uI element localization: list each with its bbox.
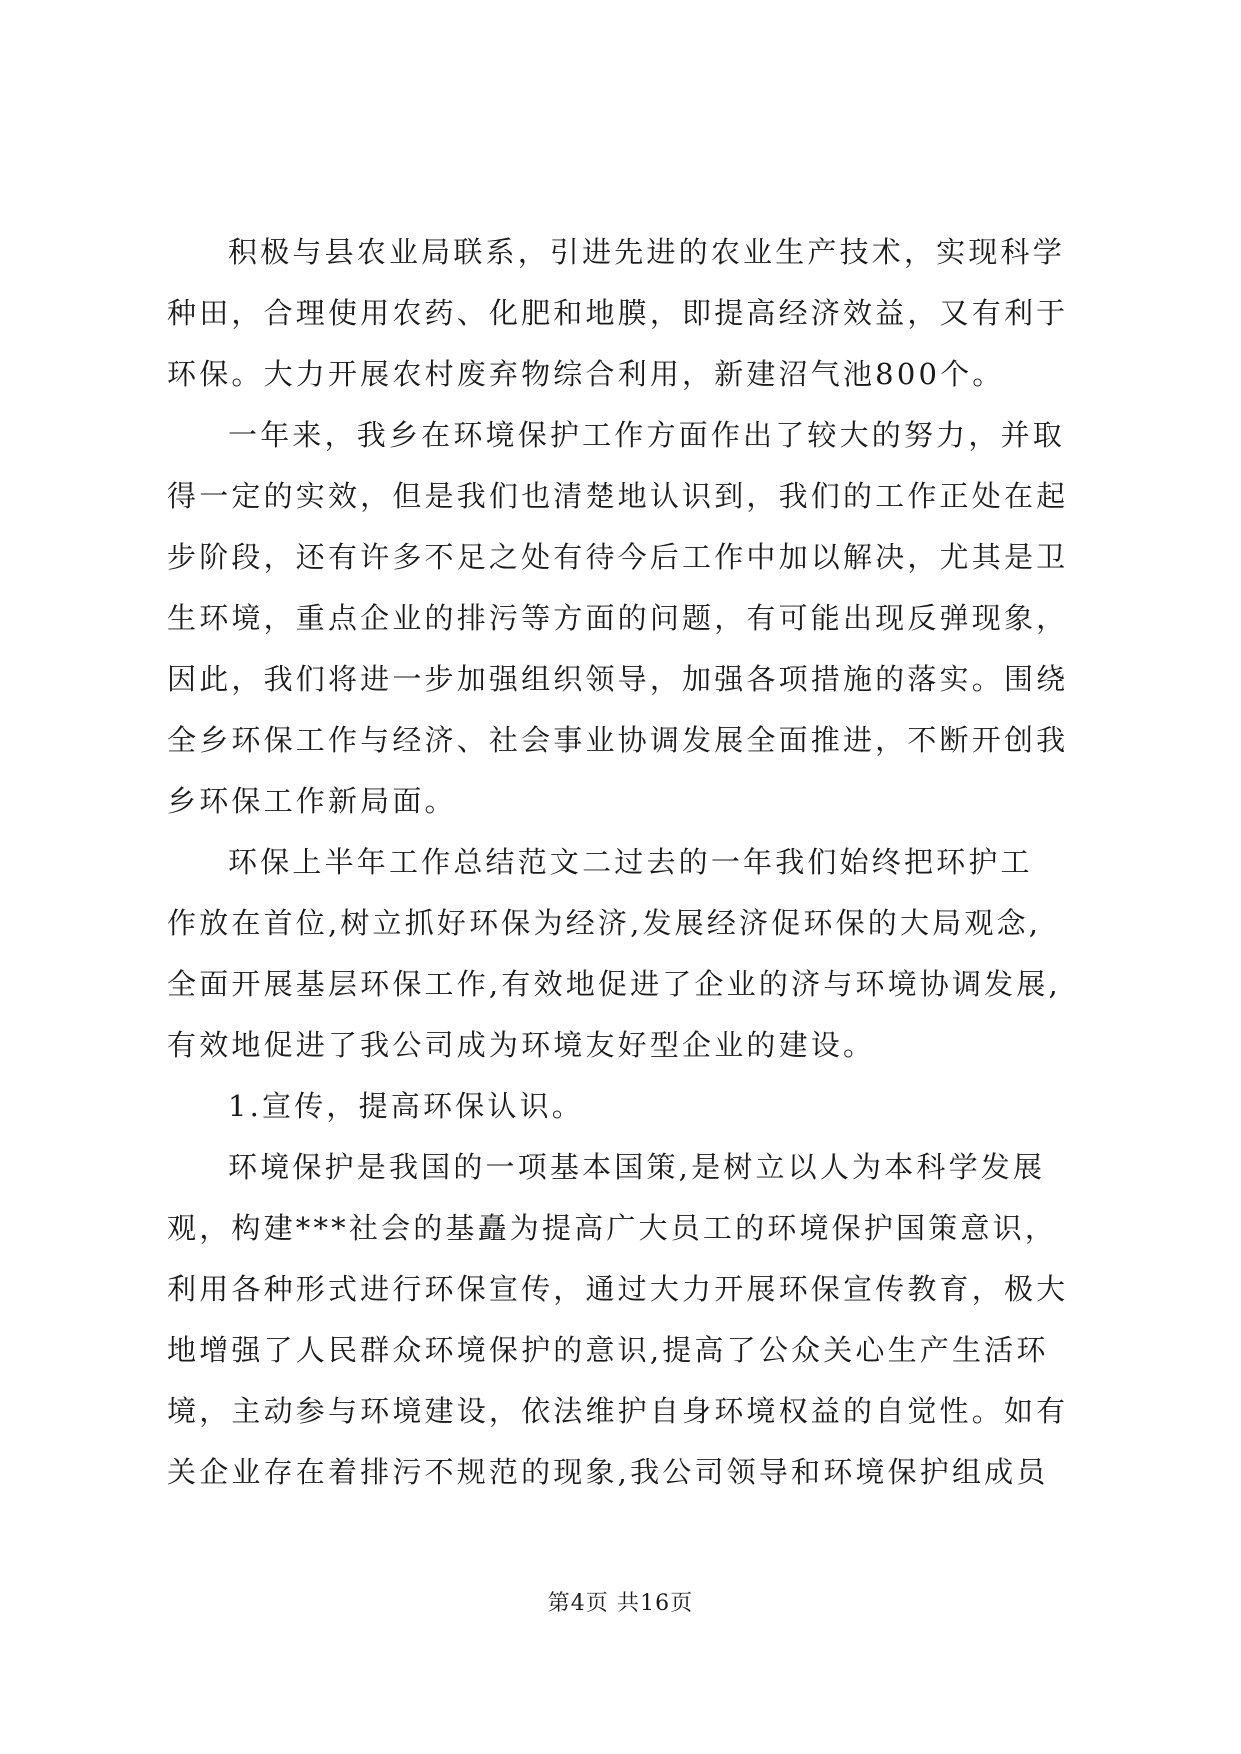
text-line: 境，主动参与环境建设，依法维护自身环境权益的自觉性。如有 [167,1394,1069,1428]
text-line: 全面开展基层环保工作,有效地促进了企业的济与环境协调发展, [167,967,1061,1001]
text-line: 全乡环保工作与经济、社会事业协调发展全面推进，不断开创我 [167,723,1069,757]
text-line: 生环境，重点企业的排污等方面的问题，有可能出现反弹现象， [167,601,1069,635]
text-line: 积极与县农业局联系，引进先进的农业生产技术，实现科学 [228,235,1065,269]
text-line: 作放在首位,树立抓好环保为经济,发展经济促环保的大局观念, [167,906,1042,940]
text-line: 乡环保工作新局面。 [167,784,457,818]
text-line: 关企业存在着排污不规范的现象,我公司领导和环境保护组成员 [167,1455,1049,1489]
text-line: 环境保护是我国的一项基本国策,是树立以人为本科学发展 [228,1150,1046,1184]
text-line: 环保。大力开展农村废弃物综合利用，新建沼气池800个。 [167,357,1005,391]
text-line: 种田，合理使用农药、化肥和地膜，即提高经济效益，又有利于 [167,296,1069,330]
page-number-footer: 第4页 共16页 [547,1591,694,1616]
text-line: 有效地促进了我公司成为环境友好型企业的建设。 [167,1028,876,1062]
text-line: 因此，我们将进一步加强组织领导，加强各项措施的落实。围绕 [167,662,1069,696]
text-line: 步阶段，还有许多不足之处有待今后工作中加以解决，尤其是卫 [167,540,1069,574]
text-line: 地增强了人民群众环境保护的意识,提高了公众关心生产生活环 [167,1333,1049,1367]
text-line: 观，构建***社会的基矗为提高广大员工的环境保护国策意识， [167,1211,1058,1245]
text-line: 一年来，我乡在环境保护工作方面作出了较大的努力，并取 [228,418,1065,452]
text-line: 环保上半年工作总结范文二过去的一年我们始终把环护工 [228,845,1033,879]
text-line: 利用各种形式进行环保宣传，通过大力开展环保宣传教育，极大 [167,1272,1069,1306]
document-body [167,222,1089,1503]
text-line: 得一定的实效，但是我们也清楚地认识到，我们的工作正处在起 [167,479,1069,513]
text-line: 1.宣传，提高环保认识。 [228,1089,584,1123]
